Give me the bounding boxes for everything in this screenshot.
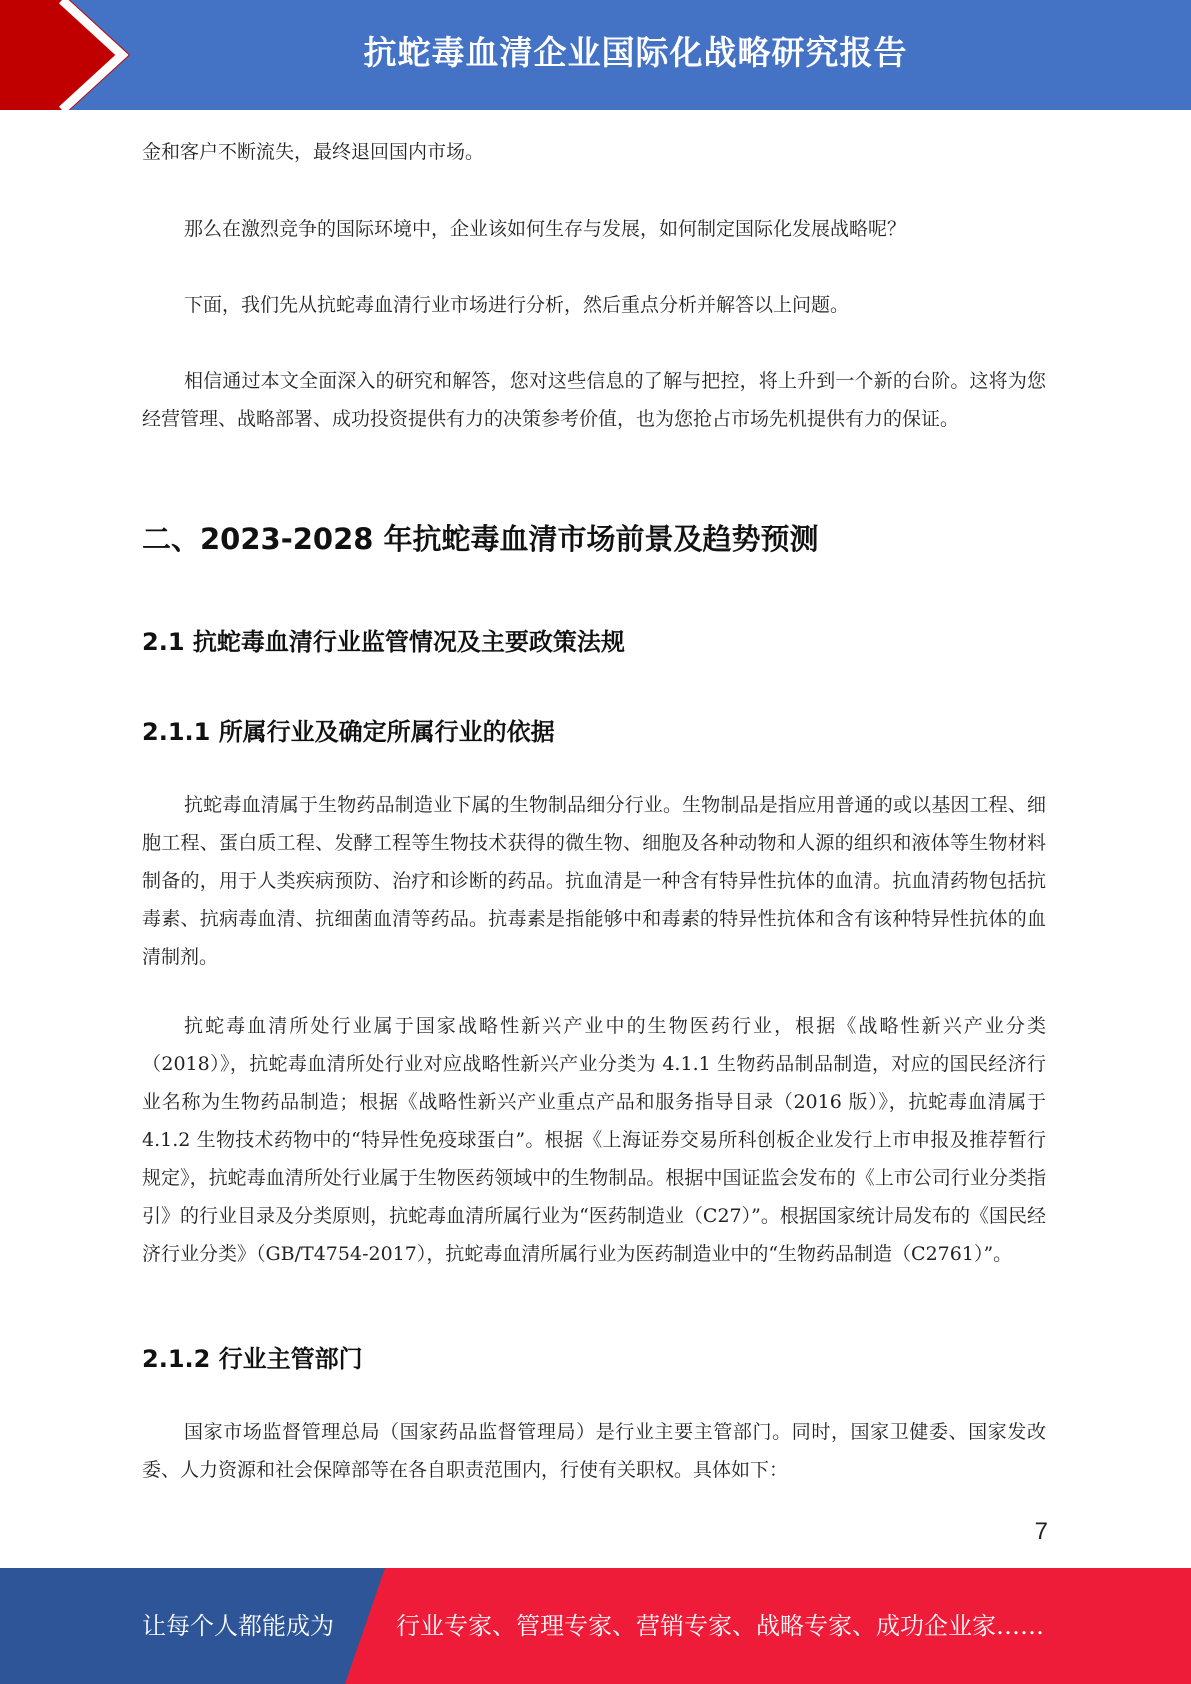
section-heading-2: 二、2023-2028 年抗蛇毒血清市场前景及趋势预测 bbox=[142, 522, 819, 556]
subsection-heading-2-1: 2.1 抗蛇毒血清行业监管情况及主要政策法规 bbox=[142, 628, 625, 656]
subsection-heading-2-1-2: 2.1.2 行业主管部门 bbox=[142, 1345, 363, 1373]
paragraph-continuation: 金和客户不断流失，最终退回国内市场。 bbox=[142, 141, 485, 163]
page-footer bbox=[0, 1568, 1191, 1684]
page-number: 7 bbox=[1034, 1518, 1048, 1545]
paragraph-industry-classification: 抗蛇毒血清所处行业属于国家战略性新兴产业中的生物医药行业，根据《战略性新兴产业分类（2018）》，抗蛇毒血清所处行业对应战略性新兴产业分类为 4.1.1 生物药品制品制造，对应的国民经济行业名称为生物药品制造；根据《战略性新兴产业重点产品和服务指导目录（2016 版）》，抗蛇毒血清属于 4.1.2 生物技术药物中的“特异性免疫球蛋白”。根据《上海证券交易所科创板企业发行上市申报及推荐暂行规定》，抗蛇毒血清所处行业属于生物医药领域中的生物制品。根据中国证监会发布的《上市公司行业分类指引》的行业目录及分类原则，抗蛇毒血清所属行业为“医药制造业（C27）”。根据国家统计局发布的《国民经济行业分类》（GB/T4754-2017），抗蛇毒血清所属行业为医药制造业中的“生物药品制造（C2761）”。 bbox=[142, 1015, 1046, 1265]
paragraph-question: 那么在激烈竞争的国际环境中，企业该如何生存与发展，如何制定国际化发展战略呢？ bbox=[184, 218, 907, 240]
page-header bbox=[0, 0, 1191, 110]
footer-slogan-right: 行业专家、管理专家、营销专家、战略专家、成功企业家…… bbox=[396, 1612, 1044, 1640]
paragraph-summary: 相信通过本文全面深入的研究和解答，您对这些信息的了解与把控，将上升到一个新的台阶。这将为您经营管理、战略部署、成功投资提供有力的决策参考价值，也为您抢占市场先机提供有力的保证。 bbox=[142, 370, 1046, 430]
report-title: 抗蛇毒血清企业国际化战略研究报告 bbox=[363, 33, 908, 72]
footer-slogan-left: 让每个人都能成为 bbox=[142, 1612, 334, 1640]
paragraph-industry-definition: 抗蛇毒血清属于生物药品制造业下属的生物制品细分行业。生物制品是指应用普通的或以基因工程、细胞工程、蛋白质工程、发酵工程等生物技术获得的微生物、细胞及各种动物和人源的组织和液体等生物材料制备的，用于人类疾病预防、治疗和诊断的药品。抗血清是一种含有特异性抗体的血清。抗血清药物包括抗毒素、抗病毒血清、抗细菌血清等药品。抗毒素是指能够中和毒素的特异性抗体和含有该种特异性抗体的血清制剂。 bbox=[142, 794, 1046, 968]
subsection-heading-2-1-1: 2.1.1 所属行业及确定所属行业的依据 bbox=[142, 718, 555, 746]
paragraph-intro: 下面，我们先从抗蛇毒血清行业市场进行分析，然后重点分析并解答以上问题。 bbox=[184, 294, 850, 316]
paragraph-regulators: 国家市场监督管理总局（国家药品监督管理局）是行业主要主管部门。同时，国家卫健委、国家发改委、人力资源和社会保障部等在各自职责范围内，行使有关职权。具体如下： bbox=[142, 1421, 1046, 1481]
